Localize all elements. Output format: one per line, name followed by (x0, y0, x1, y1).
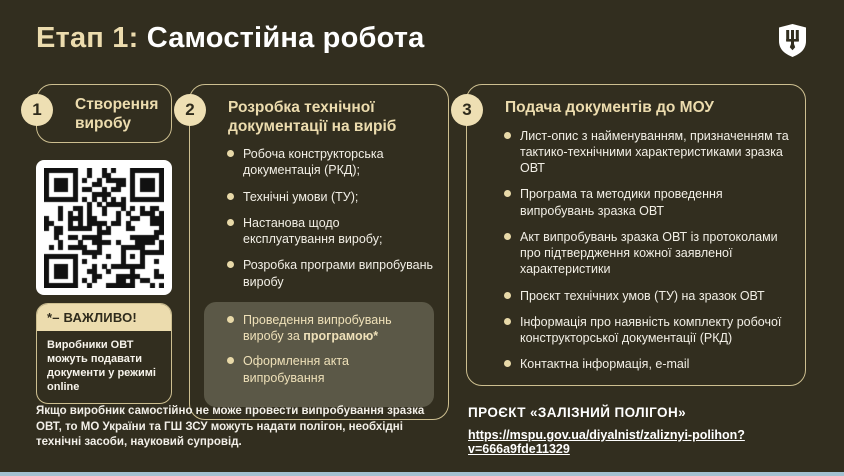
step-1-title: Створення виробу (75, 96, 159, 132)
list-item (504, 314, 791, 347)
bullet-text (243, 353, 424, 386)
project-block (468, 405, 844, 458)
bullet-dot-icon (227, 193, 234, 200)
footer-note: Якщо виробник самостійно не може провести випробування зразка ОВТ, то МО України та ГШ ЗСУ можуть надати полігон, необхідні технічні засоби, науковий супровід. (36, 405, 425, 449)
step-1-box (32, 84, 172, 143)
step-3-bullet-list (481, 128, 791, 373)
bullet-dot-icon (227, 261, 234, 268)
bullet-text-normal: Проведення випробувань виробу за (243, 312, 392, 344)
list-item (504, 128, 791, 177)
project-link[interactable]: https://mspu.gov.ua/diyalnist/zaliznyi-polihon?v=666a9fde11329 (468, 428, 745, 456)
bullet-text (243, 312, 424, 345)
page-title-stage: Етап 1: (36, 22, 139, 54)
important-note-box (36, 303, 172, 404)
bullet-text: Програма та методики проведення випробувань зразка ОВТ (520, 187, 723, 218)
bullet-dot-icon (504, 292, 511, 299)
bullet-text: Настанова щодо експлуатування виробу; (243, 215, 383, 247)
project-title: ПРОЄКТ «ЗАЛІЗНИЙ ПОЛІГОН» (468, 405, 686, 420)
page-title (36, 22, 425, 55)
steps-columns (32, 84, 806, 420)
list-item (504, 229, 791, 278)
step-3-badge: 3 (451, 94, 483, 126)
step-1-badge: 1 (21, 94, 53, 126)
qr-code-canvas (44, 168, 164, 288)
bullet-dot-icon (227, 357, 234, 364)
ukraine-trident-shield-icon (779, 24, 806, 57)
list-item (227, 189, 434, 205)
bullet-text: Лист-опис з найменуванням, призначенням та тактико-технічними характеристиками зразка ОВТ (520, 128, 789, 176)
step-2-badge: 2 (174, 94, 206, 126)
bullet-text-normal: Оформлення акта випробування (243, 354, 349, 385)
list-item (227, 146, 434, 179)
important-note-header: *– ВАЖЛИВО! (37, 304, 171, 331)
bullet-text: Розробка програми випробувань виробу (243, 258, 434, 289)
bullet-text: Акт випробувань зразка ОВТ із протоколами про підтвердження кожної заявленої характеристики (520, 229, 778, 277)
step-2-title: Розробка технічної документації на виріб (228, 99, 397, 135)
step-2-highlight-list (204, 312, 424, 386)
bullet-text: Технічні умови (ТУ); (243, 189, 359, 204)
step-3-box (462, 84, 806, 386)
step-2-bullet-list (204, 146, 434, 290)
step-2-column (185, 84, 449, 420)
bullet-dot-icon (227, 316, 234, 323)
bullet-text: Робоча конструкторська документація (РКД); (243, 147, 384, 178)
important-note-body: Виробники ОВТ можуть подавати документи у режимі online (47, 339, 156, 394)
bullet-dot-icon (227, 150, 234, 157)
bullet-text: Проєкт технічних умов (ТУ) на зразок ОВТ (520, 288, 765, 303)
bullet-dot-icon (227, 219, 234, 226)
step-2-highlight-box (204, 302, 434, 407)
list-item (504, 186, 791, 219)
list-item (227, 215, 434, 248)
list-item (227, 353, 424, 386)
step-3-column (462, 84, 806, 386)
page-title-text: Самостійна робота (146, 22, 425, 54)
step-3-title: Подача документів до МОУ (505, 99, 714, 116)
list-item (227, 312, 424, 345)
step-2-box (185, 84, 449, 420)
bottom-accent-bar (0, 472, 844, 476)
bullet-dot-icon (504, 360, 511, 367)
list-item (504, 356, 791, 372)
bullet-dot-icon (504, 132, 511, 139)
bullet-text: Інформація про наявність комплекту робочої конструкторської документації (РКД) (520, 314, 782, 346)
bullet-text: Контактна інформація, e-mail (520, 357, 690, 372)
step-1-column (32, 84, 172, 404)
bullet-dot-icon (504, 190, 511, 197)
list-item (227, 257, 434, 290)
list-item (504, 288, 791, 304)
bullet-dot-icon (504, 318, 511, 325)
qr-code (36, 160, 172, 295)
bullet-dot-icon (504, 233, 511, 240)
bullet-text-bold: програмою* (303, 329, 379, 344)
